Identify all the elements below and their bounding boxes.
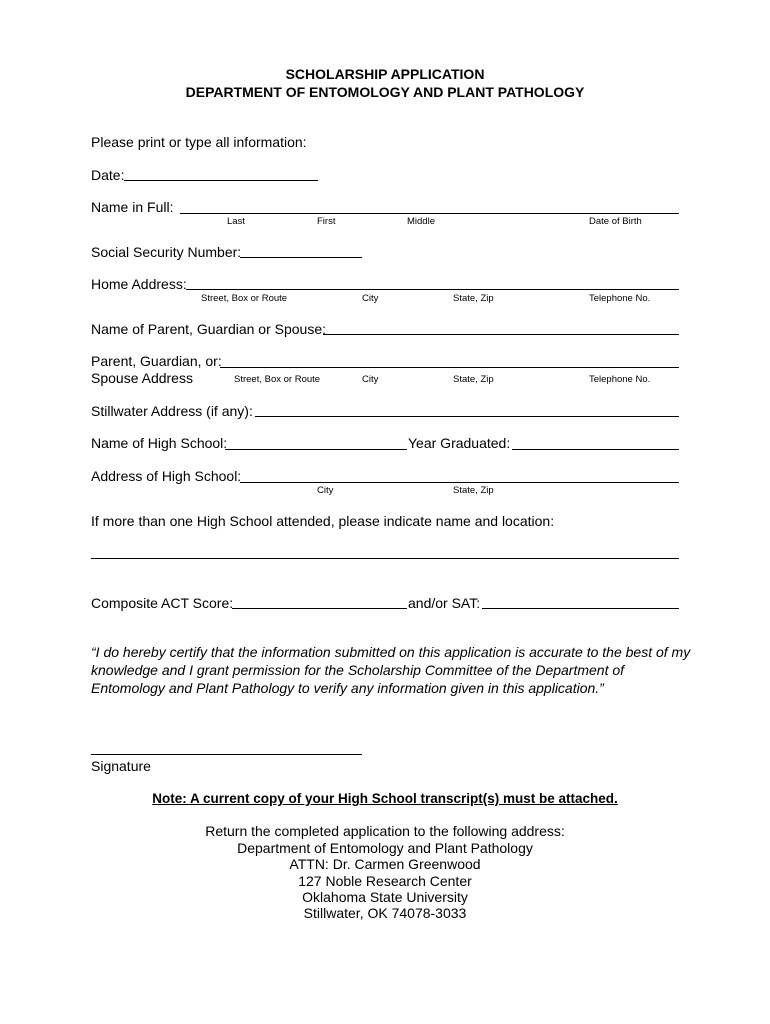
parent-sub-state: State, Zip (453, 374, 494, 385)
parent-name-field[interactable] (323, 334, 679, 335)
return-line-5: Oklahoma State University (302, 889, 468, 905)
parent-address-label: Parent, Guardian, or: (91, 353, 222, 369)
hs-address-label: Address of High School: (91, 468, 242, 484)
return-line-1: Return the completed application to the following address: (205, 823, 565, 839)
name-field[interactable] (180, 213, 679, 214)
year-graduated-field[interactable] (512, 449, 679, 450)
parent-address-field[interactable] (220, 367, 679, 368)
spouse-address-label: Spouse Address (91, 370, 193, 386)
act-label: Composite ACT Score: (91, 595, 234, 611)
high-school-field[interactable] (225, 449, 407, 450)
certification-statement: “I do hereby certify that the information submitted on this application is accurate to the best of my knowledge and I grant permission for the Scholarship Committee of the Department of Entomology and Plant Pathology to verify any information given in this application.” (91, 644, 691, 696)
name-sub-dob: Date of Birth (589, 216, 642, 227)
high-school-label: Name of High School: (91, 435, 228, 451)
name-sub-last: Last (227, 216, 245, 227)
multiple-hs-label: If more than one High School attended, please indicate name and location: (91, 513, 555, 529)
sat-field[interactable] (482, 608, 679, 609)
hs-sub-city: City (317, 485, 334, 496)
department-title: DEPARTMENT OF ENTOMOLOGY AND PLANT PATHOLOGY (185, 84, 585, 100)
hs-address-field[interactable] (240, 482, 679, 483)
stillwater-address-field[interactable] (255, 416, 679, 417)
parent-name-label: Name of Parent, Guardian or Spouse: (91, 321, 327, 337)
signature-label: Signature (91, 758, 151, 774)
ssn-label: Social Security Number: (91, 244, 242, 260)
parent-sub-phone: Telephone No. (589, 374, 651, 385)
multiple-hs-field[interactable] (91, 558, 679, 559)
home-sub-city: City (362, 293, 379, 304)
return-line-6: Stillwater, OK 74078-3033 (303, 905, 467, 921)
name-sub-first: First (317, 216, 336, 227)
act-field[interactable] (232, 608, 407, 609)
stillwater-address-label: Stillwater Address (if any): (91, 403, 253, 419)
name-label: Name in Full: (91, 199, 174, 215)
home-sub-phone: Telephone No. (589, 293, 651, 304)
home-address-field[interactable] (186, 289, 679, 290)
ssn-field[interactable] (240, 257, 362, 258)
year-graduated-label: Year Graduated: (408, 435, 511, 451)
date-label: Date: (91, 167, 125, 183)
instructions: Please print or type all information: (91, 134, 307, 150)
sat-label: and/or SAT: (408, 595, 481, 611)
name-sub-middle: Middle (407, 216, 435, 227)
date-field[interactable] (124, 180, 318, 181)
return-line-2: Department of Entomology and Plant Pathology (237, 840, 533, 856)
return-line-3: ATTN: Dr. Carmen Greenwood (289, 856, 481, 872)
home-address-label: Home Address: (91, 276, 187, 292)
home-sub-state: State, Zip (453, 293, 494, 304)
form-title: SCHOLARSHIP APPLICATION (285, 66, 485, 82)
parent-sub-street: Street, Box or Route (234, 374, 321, 385)
hs-sub-state: State, Zip (453, 485, 494, 496)
parent-sub-city: City (362, 374, 379, 385)
transcript-note: Note: A current copy of your High School transcript(s) must be attached. (152, 791, 618, 806)
signature-field[interactable] (91, 754, 362, 755)
return-line-4: 127 Noble Research Center (298, 873, 472, 889)
home-sub-street: Street, Box or Route (201, 293, 288, 304)
